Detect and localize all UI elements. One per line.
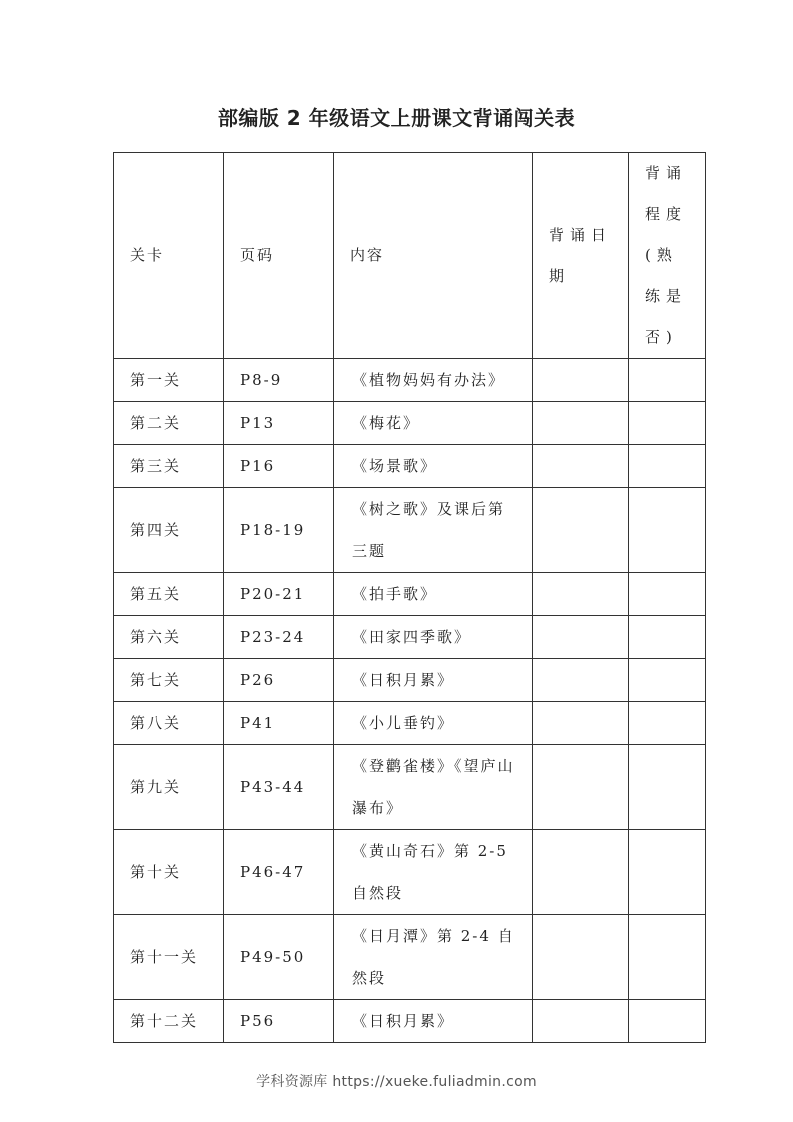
table-row [114,488,706,573]
cell-date[interactable] [533,402,629,445]
cell-date[interactable] [533,488,629,573]
cell-date[interactable] [533,359,629,402]
cell-degree[interactable] [629,830,706,915]
cell-page: P46-47 [224,830,334,915]
cell-content: 《日积月累》 [334,659,533,702]
cell-page: P43-44 [224,745,334,830]
cell-date[interactable] [533,745,629,830]
page-title: 部编版 2 年级语文上册课文背诵闯关表 [217,106,576,130]
cell-date[interactable] [533,915,629,1000]
cell-page: P56 [224,1000,334,1043]
cell-level: 第六关 [114,616,224,659]
cell-content: 《田家四季歌》 [334,616,533,659]
cell-content: 《黄山奇石》第 2-5 自然段 [334,830,533,915]
cell-degree[interactable] [629,402,706,445]
cell-date[interactable] [533,573,629,616]
cell-degree[interactable] [629,915,706,1000]
table-row [114,616,706,659]
cell-date[interactable] [533,1000,629,1043]
cell-content: 《日月潭》第 2-4 自然段 [334,915,533,1000]
cell-page: P18-19 [224,488,334,573]
cell-content: 《小儿垂钓》 [334,702,533,745]
cell-date[interactable] [533,659,629,702]
cell-level: 第五关 [114,573,224,616]
cell-level: 第十关 [114,830,224,915]
cell-level: 第一关 [114,359,224,402]
header-row [114,153,706,359]
cell-level: 第十二关 [114,1000,224,1043]
cell-page: P26 [224,659,334,702]
cell-page: P16 [224,445,334,488]
table-row [114,359,706,402]
cell-page: P20-21 [224,573,334,616]
header-content: 内容 [334,153,533,359]
table-row [114,1000,706,1043]
cell-page: P23-24 [224,616,334,659]
cell-page: P49-50 [224,915,334,1000]
cell-content: 《场景歌》 [334,445,533,488]
cell-level: 第二关 [114,402,224,445]
cell-level: 第三关 [114,445,224,488]
table-row [114,830,706,915]
header-date: 背诵日期 [533,153,629,359]
cell-page: P13 [224,402,334,445]
cell-content: 《梅花》 [334,402,533,445]
cell-degree[interactable] [629,359,706,402]
cell-content: 《登鹳雀楼》《望庐山瀑布》 [334,745,533,830]
cell-content: 《树之歌》及课后第三题 [334,488,533,573]
cell-degree[interactable] [629,616,706,659]
table-row [114,573,706,616]
cell-level: 第八关 [114,702,224,745]
cell-degree[interactable] [629,745,706,830]
cell-content: 《日积月累》 [334,1000,533,1043]
cell-level: 第十一关 [114,915,224,1000]
header-level: 关卡 [114,153,224,359]
table-row [114,659,706,702]
recitation-table [113,152,706,1043]
cell-date[interactable] [533,616,629,659]
cell-level: 第七关 [114,659,224,702]
table-row [114,702,706,745]
table-row [114,915,706,1000]
cell-date[interactable] [533,445,629,488]
cell-degree[interactable] [629,445,706,488]
cell-page: P41 [224,702,334,745]
table-row [114,402,706,445]
table-row [114,745,706,830]
cell-level: 第四关 [114,488,224,573]
header-degree: 背诵程度(熟练是否) [629,153,706,359]
cell-degree[interactable] [629,573,706,616]
cell-degree[interactable] [629,702,706,745]
header-page: 页码 [224,153,334,359]
cell-date[interactable] [533,830,629,915]
cell-page: P8-9 [224,359,334,402]
cell-date[interactable] [533,702,629,745]
cell-content: 《植物妈妈有办法》 [334,359,533,402]
cell-level: 第九关 [114,745,224,830]
cell-degree[interactable] [629,488,706,573]
cell-degree[interactable] [629,659,706,702]
cell-content: 《拍手歌》 [334,573,533,616]
cell-degree[interactable] [629,1000,706,1043]
table-row [114,445,706,488]
footer-source: 学科资源库 https://xueke.fuliadmin.com [256,1074,537,1090]
